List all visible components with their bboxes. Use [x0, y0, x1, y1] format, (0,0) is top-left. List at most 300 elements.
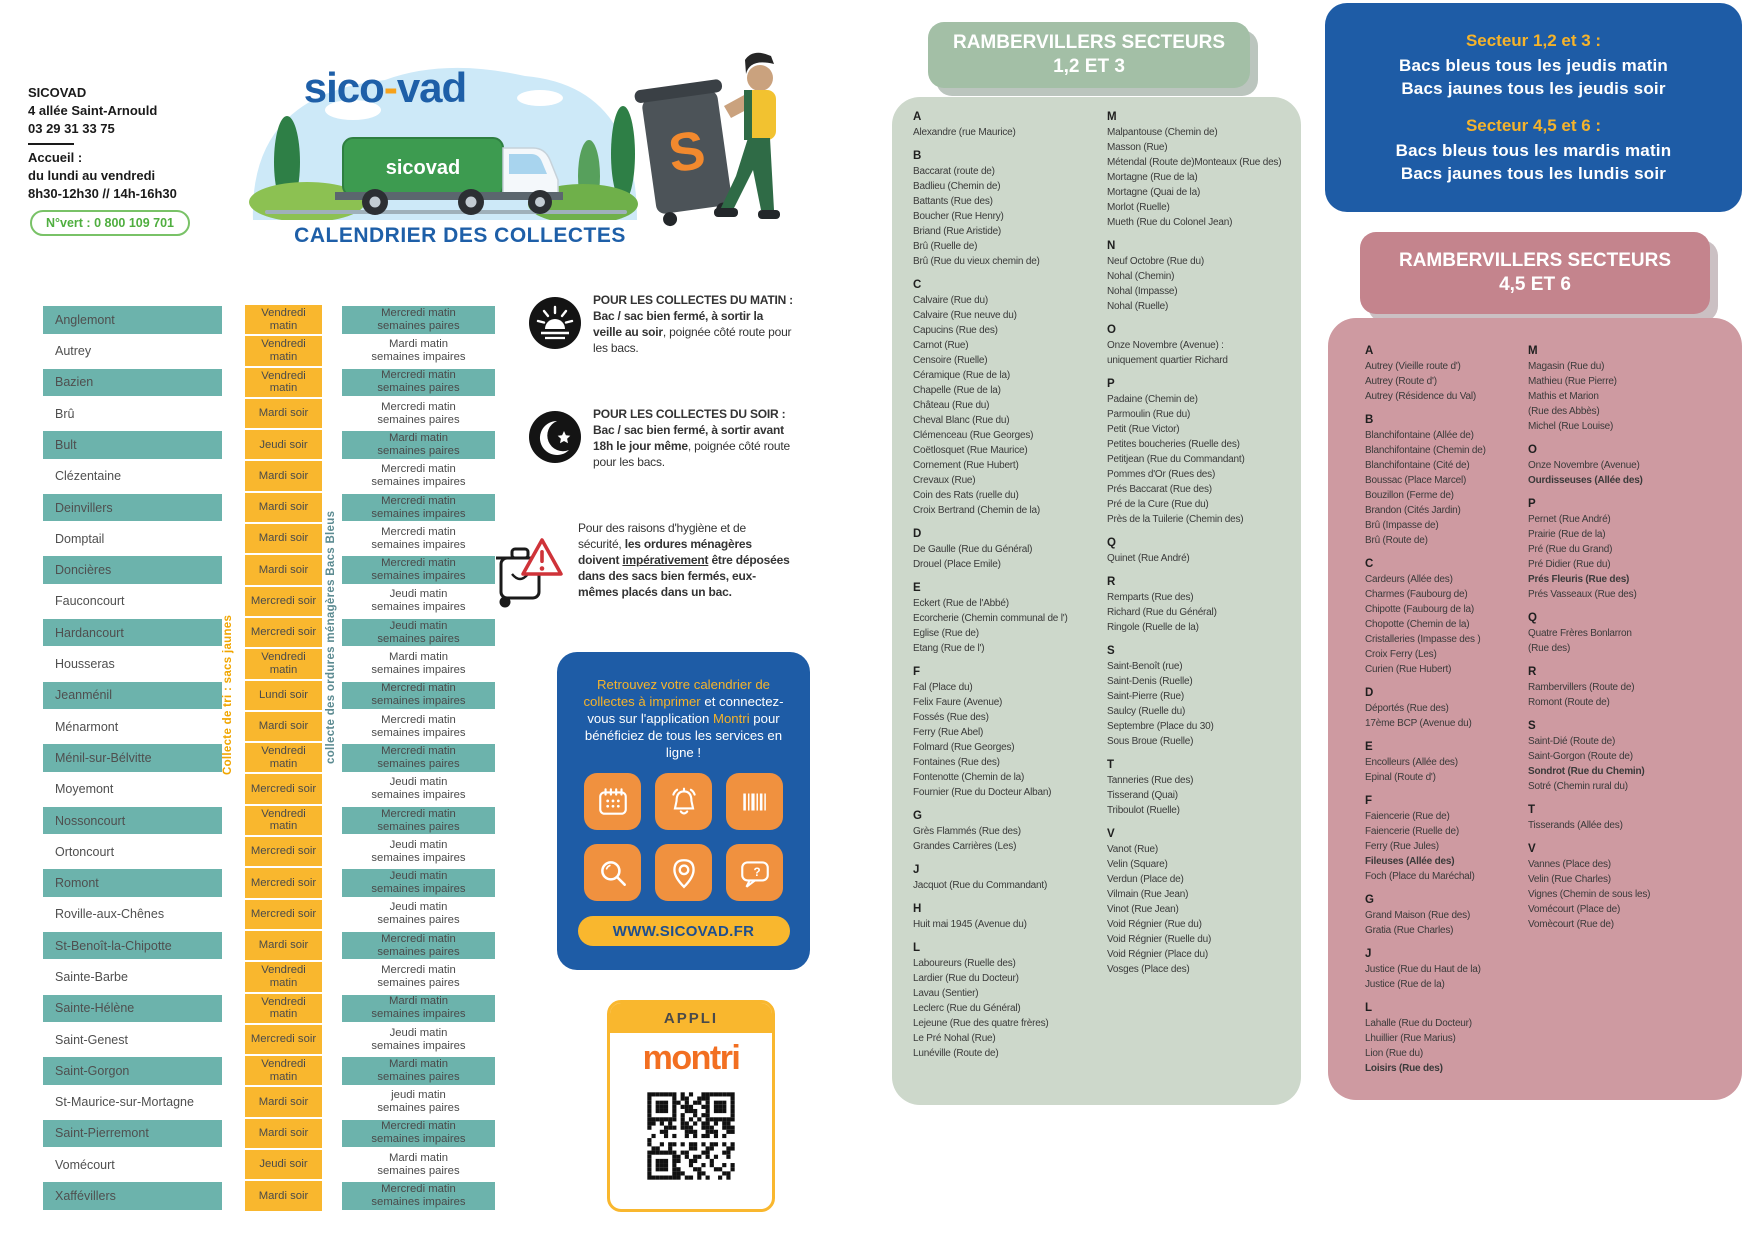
om-schedule-cell: Mercredi matin semaines impaires: [342, 1182, 495, 1210]
accueil-hours-days: du lundi au vendredi: [28, 168, 156, 183]
commune-cell: Autrey: [55, 344, 92, 359]
commune-cell: Romont: [43, 869, 222, 897]
street-item: Le Pré Nohal (Rue): [913, 1033, 996, 1044]
section-letter: A: [1365, 345, 1374, 357]
tri-column-vertical-label: Collecte de tri : sacs jaunes: [222, 614, 234, 776]
street-item: Chopotte (Chemin de la): [1365, 619, 1470, 630]
street-section-E: [1365, 740, 1523, 785]
tri-schedule-cell: Mardi soir: [245, 1087, 322, 1116]
commune-cell: St-Maurice-sur-Mortagne: [55, 1095, 194, 1110]
street-item: Lejeune (Rue des quatre frères): [913, 1018, 1049, 1029]
table-row: [43, 836, 495, 867]
street-item: Briand (Rue Aristide): [913, 226, 1002, 237]
tri-schedule-cell: Mercredi soir: [245, 900, 322, 929]
om-schedule-cell: Mercredi matin semaines impaires: [371, 713, 466, 739]
street-item: Leclerc (Rue du Général): [913, 1003, 1021, 1014]
section-letter: H: [913, 903, 922, 915]
street-item: Croix Ferry (Les): [1365, 649, 1437, 660]
street-section-J: [1365, 947, 1523, 992]
street-item: Septembre (Place du 30): [1107, 721, 1214, 732]
street-item: Verdun (Place de): [1107, 874, 1184, 885]
tri-schedule-cell: Vendredi matin: [245, 305, 322, 334]
tri-schedule-cell: Mardi soir: [245, 712, 322, 741]
om-schedule-cell: Mercredi matin semaines impaires: [342, 494, 495, 522]
street-section-V: [1528, 842, 1734, 932]
commune-cell: Sainte-Barbe: [55, 969, 128, 984]
street-section-J: [913, 863, 1099, 893]
section-letter: P: [1107, 378, 1115, 390]
street-item: Magasin (Rue du): [1528, 361, 1605, 372]
street-item: Nohal (Ruelle): [1107, 301, 1169, 312]
street-item: Drouel (Place Emile): [913, 559, 1001, 570]
om-schedule-cell: Mercredi matin semaines impaires: [371, 525, 466, 551]
street-item: Mortagne (Quai de la): [1107, 187, 1201, 198]
table-row: [43, 711, 495, 742]
street-item: Prés Vasseaux (Rue des): [1528, 589, 1637, 600]
street-item: Vosges (Place des): [1107, 964, 1190, 975]
accueil-hours: 8h30-12h30 // 14h-16h30: [28, 186, 177, 201]
street-item: Pré (Rue du Grand): [1528, 544, 1613, 555]
commune-cell: Saint-Gorgon: [43, 1057, 222, 1085]
street-item: Richard (Rue du Général): [1107, 607, 1217, 618]
hygiene-warning-instruction: Pour des raisons d'hygiène et de sécurité, les ordures ménagères doivent impérativement être déposées dans des sacs bien fermés, eux-mêmes placés dans un bac.: [578, 521, 790, 599]
sector-summary-block: [1325, 116, 1742, 185]
commune-cell: Xaffévillers: [43, 1182, 222, 1210]
section-letter: C: [913, 279, 922, 291]
street-section-L: [913, 941, 1099, 1061]
tri-schedule-cell: Mardi soir: [245, 1119, 322, 1148]
street-section-D: [913, 527, 1099, 572]
commune-cell: Nossoncourt: [43, 807, 222, 835]
street-item: Déportés (Rue des): [1365, 703, 1449, 714]
commune-cell: Brû: [55, 406, 75, 421]
section-letter: R: [1528, 666, 1537, 678]
street-item: Faiencerie (Ruelle de): [1365, 826, 1459, 837]
street-item: Masson (Rue): [1107, 142, 1168, 153]
street-item: Lhuillier (Rue Marius): [1365, 1033, 1456, 1044]
street-item: Justice (Rue du Haut de la): [1365, 964, 1481, 975]
street-item: Ringole (Ruelle de la): [1107, 622, 1199, 633]
street-item: Foch (Place du Maréchal): [1365, 871, 1475, 882]
street-section-T: [1528, 803, 1734, 833]
green-number-badge: N°vert : 0 800 109 701: [30, 210, 190, 236]
street-item: Chapelle (Rue de la): [913, 385, 1001, 396]
page-title: CALENDRIER DES COLLECTES: [294, 224, 626, 247]
commune-cell: Hardancourt: [43, 619, 222, 647]
section-letter: Q: [1107, 537, 1116, 549]
section-letter: B: [913, 150, 922, 162]
section-letter: D: [913, 528, 922, 540]
table-row: [43, 1118, 495, 1149]
street-item: Michel (Rue Louise): [1528, 421, 1614, 432]
street-item: Grandes Carrières (Les): [913, 841, 1017, 852]
commune-cell: Sainte-Hélène: [43, 995, 222, 1023]
street-item: Charmes (Faubourg de): [1365, 589, 1468, 600]
tri-schedule-cell: Vendredi matin: [245, 649, 322, 678]
om-schedule-cell: Mercredi matin semaines paires: [342, 932, 495, 960]
street-item: Petit (Rue Victor): [1107, 424, 1180, 435]
street-item: Fontenotte (Chemin de la): [913, 772, 1025, 783]
commune-cell: Jeanménil: [43, 682, 222, 710]
street-item: Pré Didier (Rue du): [1528, 559, 1611, 570]
table-row: [43, 648, 495, 679]
street-section-P: [1528, 497, 1734, 602]
street-item: Brû (Impasse de): [1365, 520, 1439, 531]
sector-summary-line: Bacs jaunes tous les lundis soir: [1400, 163, 1667, 183]
street-item: Tisserands (Allée des): [1528, 820, 1623, 831]
street-item: Saint-Dié (Route de): [1528, 736, 1616, 747]
street-item: Château (Rue du): [913, 400, 990, 411]
street-item: Fal (Place du): [913, 682, 973, 693]
street-item: Gratia (Rue Charles): [1365, 925, 1454, 936]
commune-cell: Fauconcourt: [55, 594, 125, 609]
section-letter: J: [1365, 948, 1372, 960]
section-letter: F: [913, 666, 921, 678]
table-row: [43, 680, 495, 711]
street-item: Lavau (Sentier): [913, 988, 979, 999]
street-item: Clémenceau (Rue Georges): [913, 430, 1034, 441]
commune-cell: Housseras: [55, 657, 115, 672]
street-section-A: [913, 110, 1099, 140]
street-item: Sotré (Chemin rural du): [1528, 781, 1628, 792]
street-item: Calvaire (Rue du): [913, 295, 988, 306]
street-item: Fontaines (Rue des): [913, 757, 1000, 768]
street-section-G: [913, 809, 1099, 854]
sicovad-wordmark: sico-vad: [303, 64, 467, 111]
tri-schedule-cell: Mercredi soir: [245, 774, 322, 803]
street-item: Tisserand (Quai): [1107, 790, 1178, 801]
tri-schedule-cell: Mercredi soir: [245, 618, 322, 647]
panel-456-title: RAMBERVILLERS SECTEURS 4,5 ET 6: [1360, 232, 1710, 314]
street-section-L: [1365, 1001, 1523, 1076]
commune-cell: Anglemont: [43, 306, 222, 334]
tri-schedule-cell: Mardi soir: [245, 555, 322, 584]
commune-cell: Ménarmont: [55, 719, 119, 734]
table-row: [43, 867, 495, 898]
street-item: Fileuses (Allée des): [1365, 856, 1455, 867]
table-row: [43, 586, 495, 617]
section-letter: N: [1107, 240, 1116, 252]
bin-warning-icon: [492, 534, 564, 608]
om-column-vertical-label: collecte des ordures ménagères Bacs Bleus: [325, 510, 337, 765]
street-item: Blanchifontaine (Allée de): [1365, 430, 1474, 441]
street-item: Pommes d'Or (Rues des): [1107, 469, 1216, 480]
street-item: Prés Fleuris (Rue des): [1528, 574, 1630, 585]
table-row: [43, 773, 495, 804]
street-item: Grès Flammés (Rue des): [913, 826, 1021, 837]
street-item: Crevaux (Rue): [913, 475, 976, 486]
om-schedule-cell: Jeudi matin semaines impaires: [371, 776, 466, 802]
tri-schedule-cell: Mardi soir: [245, 399, 322, 428]
street-item: De Gaulle (Rue du Général): [913, 544, 1033, 555]
commune-cell: Saint-Genest: [55, 1032, 128, 1047]
qr-code: [639, 1084, 743, 1188]
tri-schedule-cell: Mardi soir: [245, 524, 322, 553]
street-item: Coin des Rats (ruelle du): [913, 490, 1019, 501]
street-item: Brandon (Cités Jardin): [1365, 505, 1461, 516]
street-section-F: [913, 665, 1099, 800]
street-item: Quatre Frères Bonlarron: [1528, 628, 1632, 639]
search-icon: [584, 844, 641, 901]
street-item: Lardier (Rue du Docteur): [913, 973, 1019, 984]
street-item: Croix Bertrand (Chemin de la): [913, 505, 1041, 516]
om-schedule-cell: Mercredi matin semaines impaires: [342, 682, 495, 710]
tri-schedule-cell: Vendredi matin: [245, 368, 322, 397]
street-item: Badlieu (Chemin de): [913, 181, 1001, 192]
street-item: Curien (Rue Hubert): [1365, 664, 1452, 675]
street-section-S: [1528, 719, 1734, 794]
morning-collection-instruction: POUR LES COLLECTES DU MATIN : Bac / sac bien fermé, à sortir la veille au soir, poignée côté route pour les bacs.: [593, 293, 793, 355]
montri-promo-box: [557, 652, 810, 970]
section-letter: M: [1528, 345, 1538, 357]
street-item: Sous Broue (Ruelle): [1107, 736, 1194, 747]
street-item: Prairie (Rue de la): [1528, 529, 1606, 540]
om-schedule-cell: Jeudi matin semaines impaires: [371, 838, 466, 864]
street-item: Baccarat (route de): [913, 166, 995, 177]
street-item: Remparts (Rue des): [1107, 592, 1194, 603]
om-schedule-cell: Mercredi matin semaines impaires: [342, 556, 495, 584]
wordmark-dash-icon: -: [383, 64, 397, 111]
street-item: Ferry (Rue Abel): [913, 727, 984, 738]
street-item: Mathis et Marion: [1528, 391, 1599, 402]
street-item: Folmard (Rue Georges): [913, 742, 1015, 753]
commune-cell: Domptail: [55, 531, 105, 546]
table-row: [43, 1180, 495, 1211]
table-row: [43, 429, 495, 460]
street-section-T: [1107, 758, 1295, 818]
street-item: Rambervillers (Route de): [1528, 682, 1635, 693]
street-item: Petitjean (Rue du Commandant): [1107, 454, 1245, 465]
bell-icon: [655, 773, 712, 830]
street-item: Huit mai 1945 (Avenue du): [913, 919, 1027, 930]
table-row: [43, 805, 495, 836]
section-letter: O: [1528, 444, 1537, 456]
street-section-O: [1528, 443, 1734, 488]
street-item: Loisirs (Rue des): [1365, 1063, 1443, 1074]
street-section-H: [913, 902, 1099, 932]
street-item: Romont (Route de): [1528, 697, 1610, 708]
panel-123-street-list: [892, 97, 1301, 1105]
section-letter: S: [1528, 720, 1536, 732]
street-section-G: [1365, 893, 1523, 938]
table-row: [43, 398, 495, 429]
street-item: Encolleurs (Allée des): [1365, 757, 1458, 768]
street-item: Justice (Rue de la): [1365, 979, 1445, 990]
street-section-Q: [1528, 611, 1734, 656]
street-item: Vomècourt (Rue de): [1528, 919, 1614, 930]
om-schedule-cell: jeudi matin semaines paires: [377, 1089, 460, 1115]
commune-cell: St-Benoît-la-Chipotte: [43, 932, 222, 960]
street-item: Void Régnier (Place du): [1107, 949, 1209, 960]
svg-text:S: S: [664, 119, 709, 185]
street-item: Quinet (Rue André): [1107, 553, 1190, 564]
street-section-O: [1107, 323, 1295, 368]
section-letter: S: [1107, 645, 1115, 657]
collection-table: [43, 304, 495, 1212]
street-item: Boucher (Rue Henry): [913, 211, 1004, 222]
om-schedule-cell: Mercredi matin semaines paires: [342, 306, 495, 334]
section-letter: E: [1365, 741, 1373, 753]
website-link[interactable]: WWW.SICOVAD.FR: [578, 916, 790, 946]
street-item: Prés Baccarat (Rue des): [1107, 484, 1212, 495]
street-item: Fossés (Rue des): [913, 712, 989, 723]
evening-collection-instruction: POUR LES COLLECTES DU SOIR : Bac / sac bien fermé, à sortir avant 18h le jour même, poignée côté route pour les bacs.: [593, 407, 790, 469]
contact-block: [28, 84, 177, 203]
street-item: Ferry (Rue Jules): [1365, 841, 1439, 852]
street-item: Mortagne (Rue de la): [1107, 172, 1198, 183]
street-item: Tanneries (Rue des): [1107, 775, 1194, 786]
appli-montri-card: [607, 1000, 775, 1212]
tri-schedule-cell: Vendredi matin: [245, 743, 322, 772]
table-row: [43, 1149, 495, 1180]
street-section-P: [1107, 377, 1295, 527]
street-item: Près de la Tuilerie (Chemin des): [1107, 514, 1244, 525]
section-letter: J: [913, 864, 920, 876]
om-schedule-cell: Mardi matin semaines impaires: [342, 995, 495, 1023]
street-item: Felix Faure (Avenue): [913, 697, 1003, 708]
street-item: Censoire (Ruelle): [913, 355, 988, 366]
om-schedule-cell: Jeudi matin semaines impaires: [371, 1026, 466, 1052]
street-item: Alexandre (rue Maurice): [913, 127, 1016, 138]
tri-schedule-cell: Mercredi soir: [245, 837, 322, 866]
street-item: Blanchifontaine (Cité de): [1365, 460, 1470, 471]
street-item: Lion (Rue du): [1365, 1048, 1423, 1059]
street-item: Velin (Rue Charles): [1528, 874, 1611, 885]
tri-schedule-cell: Vendredi matin: [245, 994, 322, 1023]
street-item: Brû (Rue du vieux chemin de): [913, 256, 1040, 267]
street-item: Epinal (Route d'): [1365, 772, 1436, 783]
tri-schedule-cell: Jeudi soir: [245, 1150, 322, 1179]
section-letter: O: [1107, 324, 1116, 336]
om-schedule-cell: Mercredi matin semaines paires: [377, 963, 460, 989]
org-phone: 03 29 31 33 75: [28, 121, 115, 136]
worker-illustration: [628, 50, 806, 232]
street-section-M: [1528, 344, 1734, 434]
street-item: Ourdisseuses (Allée des): [1528, 475, 1643, 486]
street-item: Pernet (Rue André): [1528, 514, 1611, 525]
street-item: Parmoulin (Rue du): [1107, 409, 1191, 420]
table-row: [43, 617, 495, 648]
street-item: Bouzillon (Ferme de): [1365, 490, 1454, 501]
tri-schedule-cell: Mardi soir: [245, 931, 322, 960]
table-row: [43, 899, 495, 930]
section-letter: G: [1365, 894, 1374, 906]
commune-cell: Saint-Pierremont: [43, 1120, 222, 1148]
table-row: [43, 367, 495, 398]
svg-text:sicovad: sicovad: [385, 157, 461, 179]
street-item: Autrey (Résidence du Val): [1365, 391, 1476, 402]
tri-schedule-cell: Vendredi matin: [245, 1056, 322, 1085]
street-item: Mathieu (Rue Pierre): [1528, 376, 1617, 387]
street-item: Nohal (Chemin): [1107, 271, 1175, 282]
street-item: 17ème BCP (Avenue du): [1365, 718, 1472, 729]
om-schedule-cell: Jeudi matin semaines impaires: [342, 869, 495, 897]
org-name: SICOVAD: [28, 85, 87, 100]
street-section-V: [1107, 827, 1295, 977]
street-item: Velin (Square): [1107, 859, 1168, 870]
barcode-icon: [726, 773, 783, 830]
street-item: Malpantouse (Chemin de): [1107, 127, 1218, 138]
commune-cell: Bazien: [43, 369, 222, 397]
section-letter: L: [1365, 1002, 1373, 1014]
table-row: [43, 523, 495, 554]
table-row: [43, 460, 495, 491]
street-section-B: [1365, 413, 1523, 548]
street-item: Cheval Blanc (Rue du): [913, 415, 1010, 426]
street-item: Céramique (Rue de la): [913, 370, 1010, 381]
om-schedule-cell: Jeudi matin semaines impaires: [371, 588, 466, 614]
commune-cell: Vomécourt: [55, 1157, 115, 1172]
street-item: Chipotte (Faubourg de la): [1365, 604, 1474, 615]
section-letter: R: [1107, 576, 1116, 588]
street-item: Laboureurs (Ruelle des): [913, 958, 1016, 969]
sector-summary-line: Bacs jaunes tous les jeudis soir: [1401, 78, 1666, 98]
street-item: Saint-Gorgon (Route de): [1528, 751, 1633, 762]
location-pin-icon: [655, 844, 712, 901]
street-item: Triboulot (Ruelle): [1107, 805, 1180, 816]
commune-cell: Ortoncourt: [55, 844, 115, 859]
street-section-M: [1107, 110, 1295, 230]
street-section-C: [913, 278, 1099, 518]
svg-text:?: ?: [753, 865, 761, 879]
table-row: [43, 304, 495, 335]
section-letter: Q: [1528, 612, 1537, 624]
street-item: Lunéville (Route de): [913, 1048, 999, 1059]
street-item: Mueth (Rue du Colonel Jean): [1107, 217, 1233, 228]
om-schedule-cell: Mercredi matin semaines paires: [342, 369, 495, 397]
street-item: (Rue des Abbès): [1528, 406, 1600, 417]
street-item: Petites boucheries (Ruelle des): [1107, 439, 1240, 450]
commune-cell: Moyemont: [55, 782, 114, 797]
accueil-title: Accueil :: [28, 150, 83, 165]
divider: [28, 143, 74, 145]
tri-schedule-cell: Mardi soir: [245, 493, 322, 522]
section-letter: T: [1528, 804, 1536, 816]
commune-cell: Bult: [43, 431, 222, 459]
street-item: Pré de la Cure (Rue du): [1107, 499, 1209, 510]
section-letter: B: [1365, 414, 1374, 426]
street-section-C: [1365, 557, 1523, 677]
street-item: Carnot (Rue): [913, 340, 969, 351]
section-letter: L: [913, 942, 921, 954]
street-item: Blanchifontaine (Chemin de): [1365, 445, 1486, 456]
om-schedule-cell: Mardi matin semaines paires: [342, 1057, 495, 1085]
street-section-E: [913, 581, 1099, 656]
table-row: [43, 1086, 495, 1117]
om-schedule-cell: Mardi matin semaines paires: [377, 1151, 460, 1177]
table-row: [43, 930, 495, 961]
commune-cell: Clézentaine: [55, 469, 122, 484]
street-item: Void Régnier (Ruelle du): [1107, 934, 1212, 945]
tri-schedule-cell: Vendredi matin: [245, 806, 322, 835]
street-item: Jacquot (Rue du Commandant): [913, 880, 1048, 891]
street-item: uniquement quartier Richard: [1107, 355, 1228, 366]
panel-123-title: RAMBERVILLERS SECTEURS 1,2 ET 3: [928, 22, 1250, 88]
street-item: Faiencerie (Rue de): [1365, 811, 1450, 822]
street-section-R: [1528, 665, 1734, 710]
section-letter: M: [1107, 111, 1117, 123]
org-address: 4 allée Saint-Arnould: [28, 103, 158, 118]
street-item: Vilmain (Rue Jean): [1107, 889, 1189, 900]
street-item: Vanot (Rue): [1107, 844, 1158, 855]
table-row: [43, 492, 495, 523]
street-item: Nohal (Impasse): [1107, 286, 1178, 297]
street-item: Autrey (Route d'): [1365, 376, 1437, 387]
street-item: Cardeurs (Allée des): [1365, 574, 1453, 585]
street-item: Métendal (Route de)Monteaux (Rue des): [1107, 157, 1282, 168]
section-letter: E: [913, 582, 921, 594]
appli-header: APPLI: [610, 1003, 772, 1033]
